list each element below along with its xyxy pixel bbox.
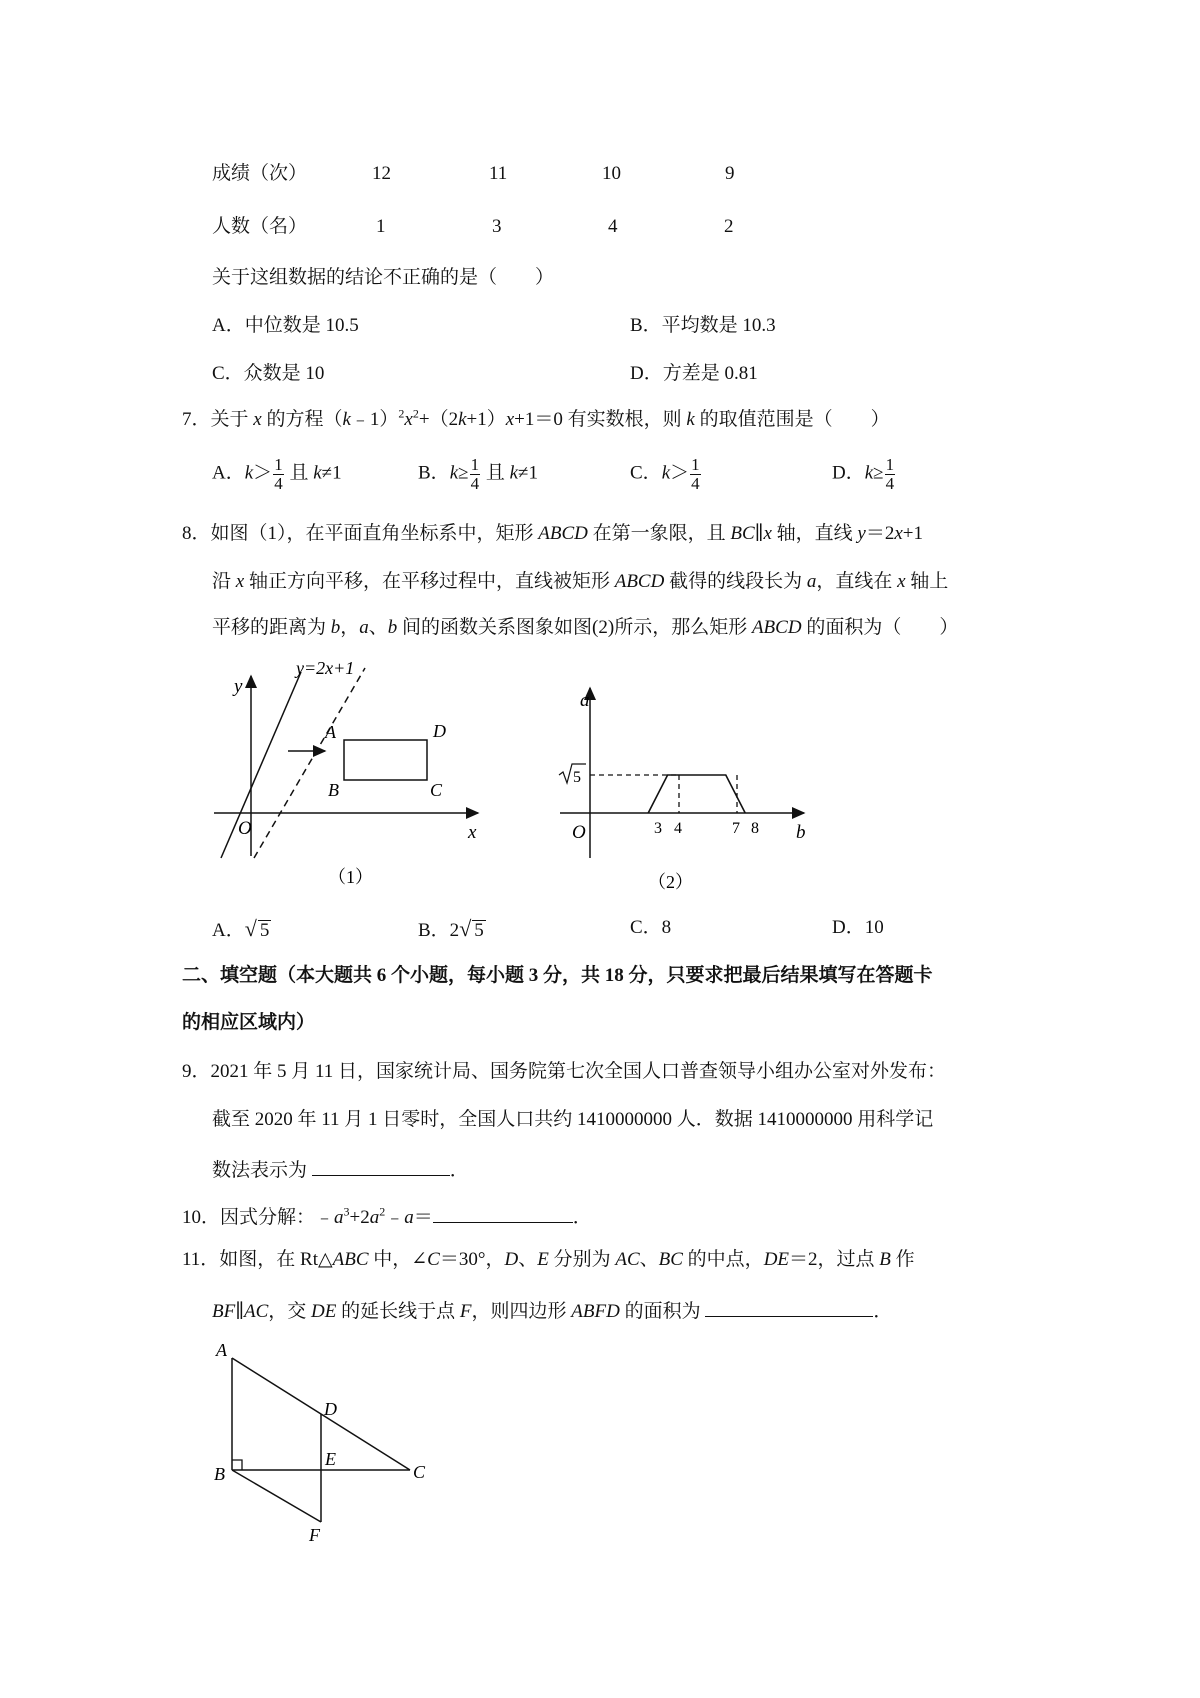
- q8-line2: 沿 x 轴正方向平移，在平移过程中，直线被矩形 ABCD 截得的线段长为 a，直线在 x 轴上: [212, 571, 949, 592]
- origin-label: O: [238, 818, 252, 839]
- q8-option-b: B．2√ 5: [418, 916, 484, 941]
- answer-blank: [312, 1157, 450, 1176]
- point-d-label: D: [324, 1399, 337, 1419]
- table-row1-label: 成绩（次）: [212, 163, 308, 184]
- tick-7: 7: [732, 820, 740, 837]
- table-cell: 3: [492, 216, 502, 237]
- answer-blank: [433, 1204, 573, 1223]
- y-axis-label: y: [234, 676, 243, 697]
- table-row2-label: 人数（名）: [212, 216, 308, 237]
- section-heading: 二、填空题（本大题共 6 个小题，每小题 3 分，共 18 分，只要求把最后结果填写在答题卡: [182, 965, 933, 986]
- q11-line1: 11．如图，在 Rt△ABC 中，∠C＝30°，D、E 分别为 AC、BC 的中点，DE＝2，过点 B 作: [182, 1249, 915, 1270]
- point-a-label: A: [216, 1340, 227, 1360]
- line-dashed: [254, 668, 365, 858]
- table-cell: 12: [372, 163, 391, 184]
- point-d-label: D: [433, 721, 446, 741]
- point-c-label: C: [413, 1462, 426, 1482]
- answer-blank: [705, 1298, 873, 1317]
- section-heading-cont: 的相应区域内）: [182, 1012, 316, 1033]
- q10-stem: 10．因式分解：$﹣a^3+2a^2﹣a=$ ．: [182, 1204, 592, 1228]
- figure-2-caption: （2）: [648, 872, 693, 892]
- table-cell: 10: [602, 163, 621, 184]
- q8-option-d: D．10: [832, 917, 884, 938]
- q8-option-a: A．√ 5: [212, 916, 270, 941]
- point-f-label: F: [309, 1525, 320, 1545]
- q7-stem: 7．关于 x 的方程$(k﹣1)^2x^2+(2k+1)x+1=0$ 有实数根，则 k 的取值范围是（ ）: [182, 406, 890, 430]
- q8-line3: 平移的距离为 b，a、b 间的函数关系图象如图(2)所示，那么矩形 ABCD 的面积为（ ）: [212, 617, 959, 638]
- q8-figure-1: [200, 658, 500, 898]
- line-equation: y=2x+1: [296, 658, 355, 678]
- figure-1-caption: （1）: [328, 867, 373, 887]
- point-c-label: C: [430, 780, 443, 800]
- point-a-label: A: [325, 722, 336, 742]
- point-e-label: E: [325, 1449, 336, 1469]
- q9-line2: 截至 2020 年 11 月 1 日零时，全国人口共约 1410000000 人．数据 1410000000 用科学记: [212, 1109, 934, 1130]
- q8-line1: 8．如图（1），在平面直角坐标系中，矩形 ABCD 在第一象限，且 BC∥x 轴，直线 y＝2x+1: [182, 523, 924, 544]
- q6-option-b: B．平均数是 10.3: [630, 315, 776, 336]
- tick-4: 4: [674, 820, 682, 837]
- function-graph: [648, 775, 745, 813]
- rectangle-abcd: [344, 740, 427, 780]
- table-cell: 9: [725, 163, 735, 184]
- svg-text:5: 5: [573, 769, 581, 786]
- q7-option-b: B．k≥ $\frac{1}{4}$ 且 k≠1: [418, 455, 538, 493]
- q7-option-a: A．k＞ $\frac{1}{4}$ 且 k≠1: [212, 455, 342, 493]
- q7-option-d: D．k≥ $\frac{1}{4}$: [832, 455, 895, 493]
- table-cell: 2: [724, 216, 734, 237]
- q7-option-c: C．k＞ $\frac{1}{4}$: [630, 455, 700, 493]
- table-cell: 11: [489, 163, 508, 184]
- q6-option-c: C．众数是 10: [212, 363, 325, 384]
- a-axis-label: a: [580, 690, 590, 711]
- tick-8: 8: [751, 820, 759, 837]
- q11-line2: BF∥AC，交 DE 的延长线于点 F，则四边形 ABFD 的面积为 ．: [212, 1298, 892, 1321]
- b-axis-label: b: [796, 822, 806, 843]
- table-cell: 4: [608, 216, 618, 237]
- q8-option-c: C．8: [630, 917, 672, 938]
- right-angle-mark: [232, 1460, 242, 1470]
- q9-line1: 9．2021 年 5 月 11 日，国家统计局、国务院第七次全国人口普查领导小组办公室对外发布：: [182, 1061, 947, 1082]
- q6-option-d: D．方差是 0.81: [630, 363, 758, 384]
- origin-label: O: [572, 822, 586, 843]
- tick-3: 3: [654, 820, 662, 837]
- point-b-label: B: [328, 780, 339, 800]
- line-solid: [221, 672, 301, 858]
- x-axis-label: x: [468, 822, 477, 843]
- q8-figure-2: [540, 672, 830, 904]
- point-b-label: B: [214, 1464, 225, 1484]
- q6-stem: 关于这组数据的结论不正确的是（ ）: [212, 267, 555, 288]
- q11-figure: [205, 1338, 445, 1548]
- q6-option-a: A．中位数是 10.5: [212, 315, 359, 336]
- q9-line3: 数法表示为 ．: [212, 1157, 469, 1180]
- segment-bf: [232, 1470, 321, 1522]
- table-cell: 1: [376, 216, 386, 237]
- sqrt5-tick-label: [559, 764, 586, 786]
